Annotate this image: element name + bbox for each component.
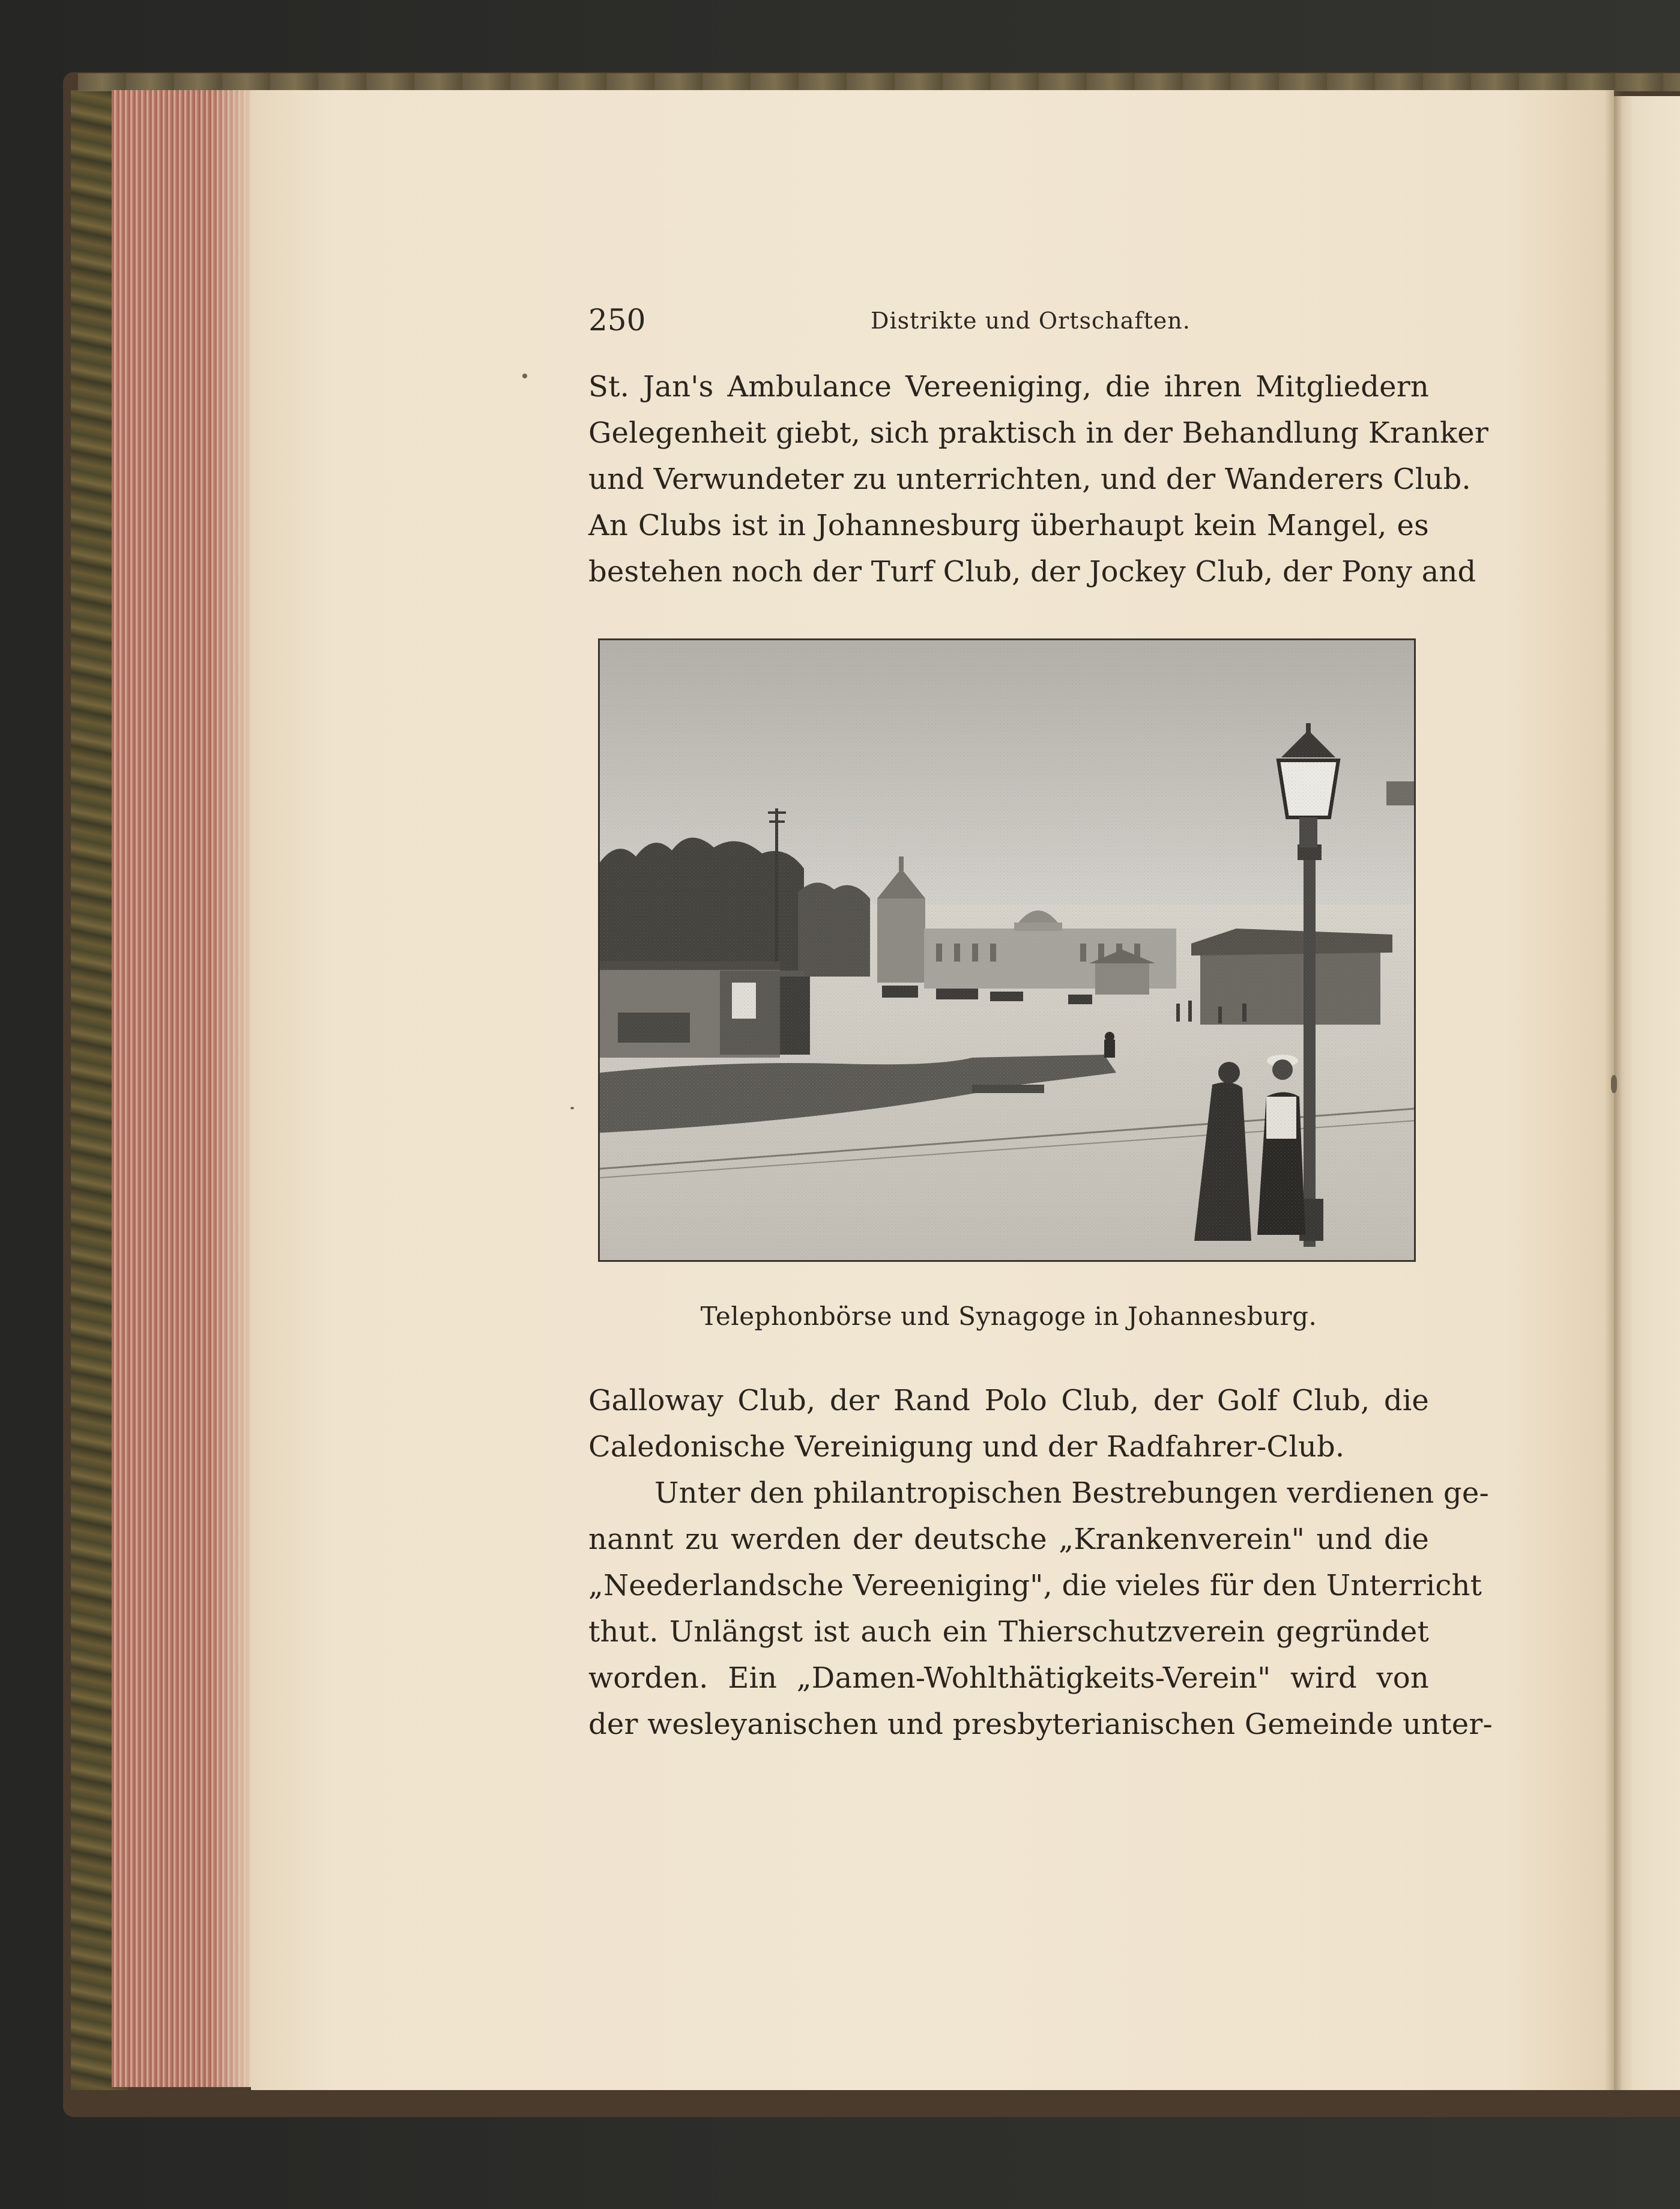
running-title: Distrikte und Ortschaften.	[871, 308, 1191, 334]
street-scene-photo	[600, 640, 1414, 1260]
text-line: bestehen noch der Turf Club, der Jockey Club, der Pony and	[588, 555, 1476, 589]
paper-speck	[570, 1107, 574, 1109]
figure-caption: Telephonbörse und Synagoge in Johannesburg.	[700, 1301, 1317, 1331]
cover-top-edge	[78, 73, 1680, 91]
paragraph-bottom	[588, 1378, 1493, 1748]
text-line: Caledonische Vereinigung und der Radfahrer-Club.	[588, 1430, 1345, 1464]
text-line: St. Jan's Ambulance Vereeniging, die ihren Mitgliedern	[588, 370, 1429, 404]
photo-figure	[598, 638, 1416, 1262]
paragraph-top	[588, 364, 1488, 595]
page-number: 250	[588, 303, 646, 338]
facing-page-edge	[1614, 96, 1680, 2090]
paper-speck	[522, 374, 527, 378]
text-line: und Verwundeter zu unterrichten, und der Wanderers Club.	[588, 462, 1471, 496]
text-line: nannt zu werden der deutsche „Krankenverein" und die	[588, 1523, 1429, 1556]
page-block-fade	[210, 90, 253, 2087]
text-line: Galloway Club, der Rand Polo Club, der Golf Club, die	[588, 1384, 1429, 1417]
text-line: „Neederlandsche Vereeniging", die vieles für den Unterricht	[588, 1569, 1482, 1602]
text-line: An Clubs ist in Johannesburg überhaupt kein Mangel, es	[588, 509, 1429, 542]
page-header	[588, 299, 1429, 341]
text-line: Gelegenheit giebt, sich praktisch in der Behandlung Kranker	[588, 416, 1488, 450]
text-line: worden. Ein „Damen-Wohlthätigkeits-Verein" wird von	[588, 1661, 1429, 1695]
paper-speck	[1611, 1075, 1617, 1093]
text-line: der wesleyanischen und presbyterianischen Gemeinde unter-	[588, 1708, 1493, 1741]
text-line: Unter den philantropischen Bestrebungen verdienen ge-	[654, 1476, 1489, 1510]
text-line: thut. Unlängst ist auch ein Thierschutzverein gegründet	[588, 1615, 1429, 1649]
